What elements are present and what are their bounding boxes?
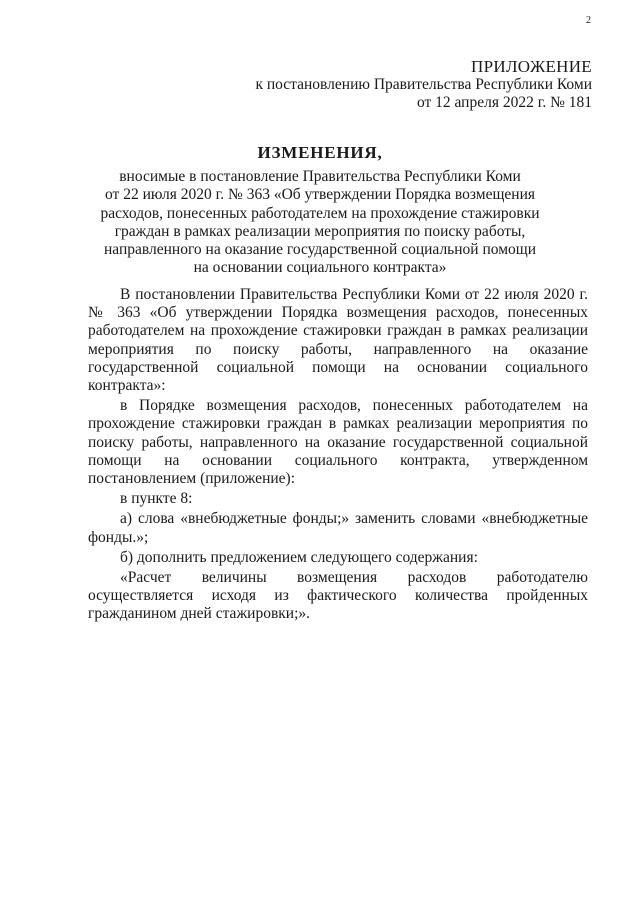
changes-line: граждан в рамках реализации мероприятия по поиску работы, (114, 222, 526, 240)
document-body (88, 286, 588, 624)
changes-line: расходов, понесенных работодателем на прохождение стажировки (100, 204, 540, 222)
changes-line: направленного на оказание государственной социальной помощи (103, 241, 537, 259)
paragraph: В постановлении Правительства Республики Коми от 22 июля 2020 г. № 363 «Об утверждении Порядка возмещения расходов, понесенных работодателем на прохождение стажировки граждан в рамках реализации мероприятия по поиску работы, направленного на оказание государственной социальной помощи на основании социального контракта»: (88, 286, 588, 395)
changes-line: от 22 июля 2020 г. № 363 «Об утверждении Порядка возмещения (105, 186, 535, 204)
changes-line: на основании социального контракта» (193, 259, 447, 277)
paragraph: в Порядке возмещения расходов, понесенных работодателем на прохождение стажировки граждан в рамках реализации мероприятия по поиску работы, направленного на оказание государственной социальной помощи на основании социального контракта, утвержденном постановлением (приложение): (88, 397, 588, 488)
changes-line: вносимые в постановление Правительства Республики Коми (119, 168, 521, 186)
paragraph: в пункте 8: (120, 490, 193, 508)
appendix-line: от 12 апреля 2022 г. № 181 (416, 94, 592, 111)
page-number: 2 (586, 15, 591, 26)
paragraph: б) дополнить предложением следующего содержания: (120, 548, 478, 566)
appendix-header (255, 58, 592, 112)
paragraph: «Расчет величины возмещения расходов работодателю осуществляется исходя из фактического количества пройденных гражданином дней стажировки;». (88, 569, 588, 623)
appendix-title: ПРИЛОЖЕНИЕ (471, 57, 592, 76)
changes-title: ИЗМЕНЕНИЯ, (257, 143, 383, 162)
appendix-line: к постановлению Правительства Республики Коми (255, 76, 592, 93)
paragraph: а) слова «внебюджетные фонды;» заменить словами «внебюджетные фонды.»; (88, 510, 588, 546)
changes-heading (0, 144, 640, 277)
